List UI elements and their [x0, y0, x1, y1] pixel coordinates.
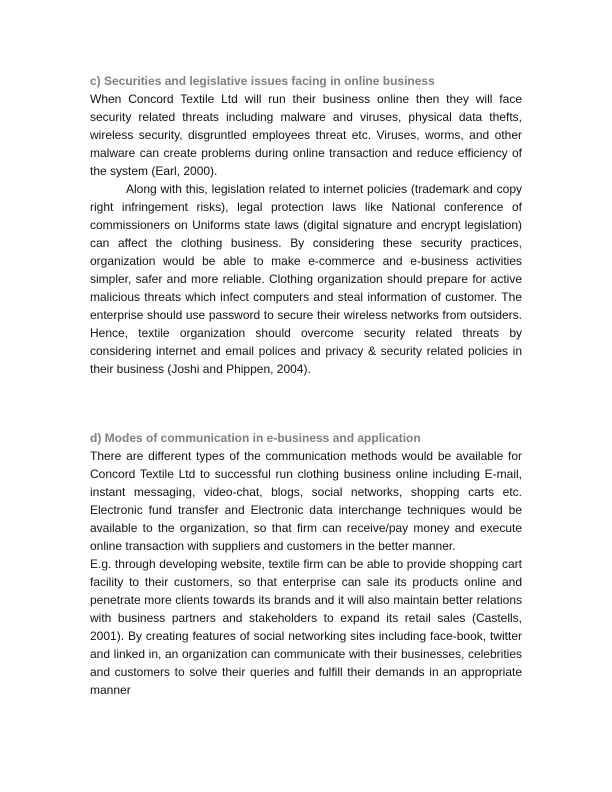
- section-d-heading: d) Modes of communication in e-business and application: [90, 431, 421, 445]
- section-c-paragraph-1: When Concord Textile Ltd will run their business online then they will face security related threats including malware and viruses, physical data thefts, wireless security, disgruntled employees threat etc. Viruses, worms, and other malware can create problems during online transaction and reduce efficiency of the system (Earl, 2000).: [90, 92, 522, 178]
- section-c-heading: c) Securities and legislative issues facing in online business: [90, 74, 435, 88]
- section-d-paragraph-1: There are different types of the communication methods would be available for Concord Textile Ltd to successful run clothing business online including E-mail, instant messaging, video-chat, blogs, social networks, shopping carts etc. Electronic fund transfer and Electronic data interchange techniques would be available to the organization, so that firm can receive/pay money and execute online transaction with suppliers and customers in the better manner.: [90, 449, 522, 553]
- section-d: [90, 429, 522, 699]
- section-c: [90, 72, 522, 378]
- section-c-paragraph-2: Along with this, legislation related to internet policies (trademark and copy right infringement risks), legal protection laws like National conference of commissioners on Uniforms state laws (digital signature and encrypt legislation) can affect the clothing business. By considering these security practices, organization would be able to make e-commerce and e-business activities simpler, safer and more reliable. Clothing organization should prepare for active malicious threats which infect computers and steal information of customer. The enterprise should use password to secure their wireless networks from outsiders. Hence, textile organization should overcome security related threats by considering internet and email polices and privacy & security related policies in their business (Joshi and Phippen, 2004).: [90, 182, 522, 376]
- section-d-paragraph-2: E.g. through developing website, textile firm can be able to provide shopping cart facility to their customers, so that enterprise can sale its products online and penetrate more clients towards its brands and it will also maintain better relations with business partners and stakeholders to expand its retail sales (Castells, 2001). By creating features of social networking sites including face-book, twitter and linked in, an organization can communicate with their businesses, celebrities and customers to solve their queries and fulfill their demands in an appropriate manner: [90, 557, 522, 697]
